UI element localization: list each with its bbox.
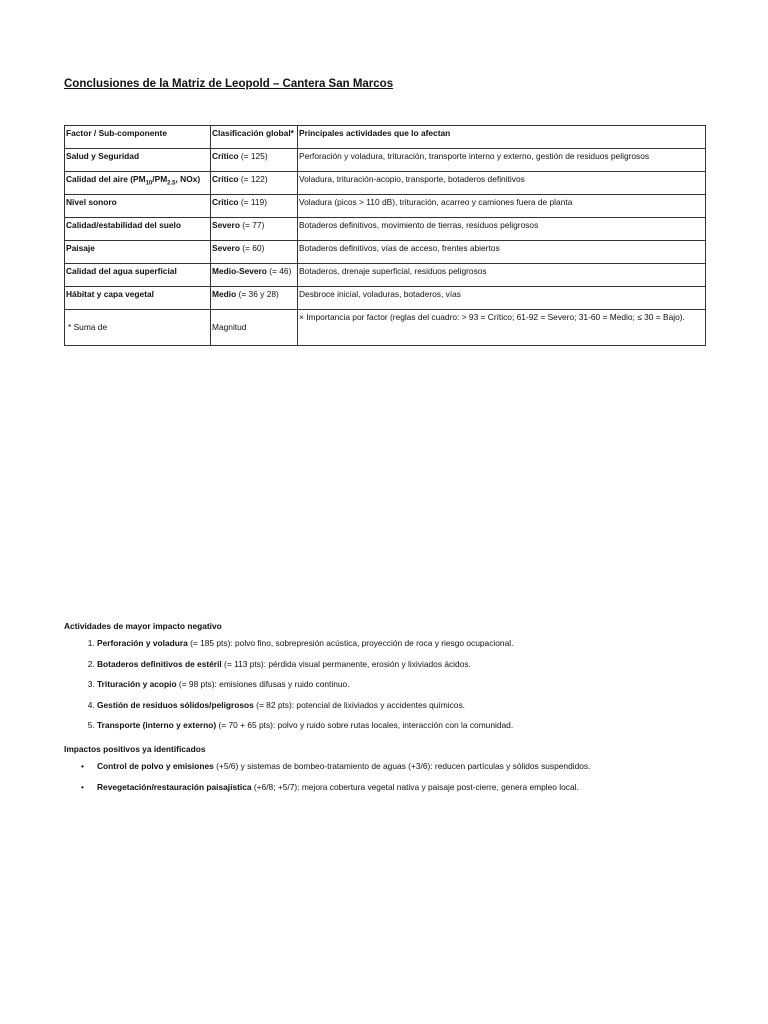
positive-impacts-list bbox=[64, 761, 724, 792]
classification-cell bbox=[211, 195, 298, 218]
classification-score: (= 60) bbox=[239, 243, 265, 253]
classification-score: (= 122) bbox=[238, 174, 268, 184]
positive-impacts-section bbox=[64, 744, 724, 802]
factor-text: /PM bbox=[152, 174, 168, 184]
classification-score: (= 119) bbox=[238, 197, 268, 207]
list-item bbox=[97, 700, 724, 710]
table-row bbox=[65, 264, 706, 287]
factor-cell: Calidad del agua superficial bbox=[65, 264, 211, 287]
classification-score: (= 77) bbox=[239, 220, 265, 230]
table-footnote-row bbox=[65, 310, 706, 346]
item-text: (= 82 pts): potencial de lixiviados y accidentes químicos. bbox=[253, 699, 465, 710]
negative-impacts-section bbox=[64, 621, 724, 741]
positive-impacts-heading: Impactos positivos ya identificados bbox=[64, 744, 206, 754]
footnote-sum-cell: * Suma de bbox=[65, 310, 211, 346]
classification-cell bbox=[211, 264, 298, 287]
activities-cell: Botaderos definitivos, vías de acceso, frentes abiertos bbox=[298, 241, 706, 264]
factor-subscript: 2.5 bbox=[167, 180, 176, 187]
factor-cell: Calidad/estabilidad del suelo bbox=[65, 218, 211, 241]
item-label: Gestión de residuos sólidos/peligrosos bbox=[97, 699, 254, 710]
list-item bbox=[97, 638, 724, 648]
item-label: Revegetación/restauración paisajística bbox=[97, 781, 252, 792]
factor-cell bbox=[65, 172, 211, 195]
activities-cell: Perforación y voladura, trituración, transporte interno y externo, gestión de residuos peligrosos bbox=[298, 149, 706, 172]
bullet-icon: • bbox=[81, 781, 84, 792]
table-header-row bbox=[65, 126, 706, 149]
classification-label: Medio-Severo bbox=[212, 266, 267, 276]
list-item bbox=[97, 720, 724, 730]
classification-label: Severo bbox=[212, 243, 240, 253]
classification-cell bbox=[211, 218, 298, 241]
item-text: (= 98 pts): emisiones difusas y ruido continuo. bbox=[176, 679, 350, 689]
activities-cell: Desbroce inicial, voladuras, botaderos, vías bbox=[298, 287, 706, 310]
item-label: Perforación y voladura bbox=[97, 638, 188, 648]
classification-score: (= 46) bbox=[266, 266, 292, 276]
footnote-rules-cell: × Importancia por factor (reglas del cuadro: > 93 = Crítico; 61-92 = Severo; 31-60 = Medio; ≤ 30 = Bajo). bbox=[298, 310, 706, 346]
column-header-activities: Principales actividades que lo afectan bbox=[298, 126, 706, 149]
footnote-magnitude-cell: Magnitud bbox=[211, 310, 298, 346]
table-row bbox=[65, 195, 706, 218]
table-row bbox=[65, 241, 706, 264]
classification-score: (= 125) bbox=[238, 151, 268, 161]
activities-cell: Voladura (picos > 110 dB), trituración, acarreo y camiones fuera de planta bbox=[298, 195, 706, 218]
item-text: (+5/6) y sistemas de bombeo-tratamiento de aguas (+3/6): reducen partículas y sólidos suspendidos. bbox=[213, 761, 591, 771]
list-item bbox=[81, 781, 724, 792]
document-title: Conclusiones de la Matriz de Leopold – Cantera San Marcos bbox=[64, 78, 394, 90]
factor-subscript: 10 bbox=[145, 180, 153, 187]
item-text: (+6/8; +5/7): mejora cobertura vegetal nativa y paisaje post-cierre, genera empleo local. bbox=[251, 781, 579, 792]
classification-score: (= 36 y 28) bbox=[236, 289, 279, 299]
classification-cell bbox=[211, 241, 298, 264]
negative-impacts-heading: Actividades de mayor impacto negativo bbox=[64, 621, 222, 631]
activities-cell: Voladura, trituración-acopio, transporte, botaderos definitivos bbox=[298, 172, 706, 195]
item-text: (= 113 pts): pérdida visual permanente, erosión y lixiviados ácidos. bbox=[221, 658, 471, 669]
column-header-classification: Clasificación global* bbox=[211, 126, 298, 149]
classification-label: Crítico bbox=[212, 197, 239, 207]
classification-label: Severo bbox=[212, 220, 240, 230]
item-label: Transporte (interno y externo) bbox=[97, 720, 217, 730]
item-label: Botaderos definitivos de estéril bbox=[97, 658, 222, 669]
column-header-factor: Factor / Sub-componente bbox=[65, 126, 211, 149]
classification-cell bbox=[211, 172, 298, 195]
list-item bbox=[97, 659, 724, 669]
factor-text: , NOx) bbox=[175, 174, 201, 184]
factor-cell: Paisaje bbox=[65, 241, 211, 264]
list-item bbox=[97, 679, 724, 689]
item-text: (= 70 + 65 pts): polvo y ruido sobre rutas locales, interacción con la comunidad. bbox=[216, 720, 514, 730]
activities-cell: Botaderos, drenaje superficial, residuos peligrosos bbox=[298, 264, 706, 287]
classification-label: Crítico bbox=[212, 174, 239, 184]
negative-impacts-list bbox=[64, 638, 724, 730]
table-row bbox=[65, 218, 706, 241]
classification-cell bbox=[211, 287, 298, 310]
factor-text: Calidad del aire (PM bbox=[66, 174, 146, 184]
item-label: Trituración y acopio bbox=[97, 679, 177, 689]
activities-cell: Botaderos definitivos, movimiento de tierras, residuos peligrosos bbox=[298, 218, 706, 241]
classification-label: Medio bbox=[212, 289, 237, 299]
table-row bbox=[65, 149, 706, 172]
factor-cell: Salud y Seguridad bbox=[65, 149, 211, 172]
classification-cell bbox=[211, 149, 298, 172]
classification-label: Crítico bbox=[212, 151, 239, 161]
bullet-icon: • bbox=[81, 761, 84, 771]
leopold-matrix-table bbox=[64, 125, 706, 346]
table-row bbox=[65, 172, 706, 195]
item-label: Control de polvo y emisiones bbox=[97, 761, 214, 771]
item-text: (= 185 pts): polvo fino, sobrepresión acústica, proyección de roca y riesgo ocupacional. bbox=[187, 638, 514, 648]
factor-cell: Hábitat y capa vegetal bbox=[65, 287, 211, 310]
table-row bbox=[65, 287, 706, 310]
factor-cell: Nivel sonoro bbox=[65, 195, 211, 218]
list-item bbox=[81, 761, 724, 771]
